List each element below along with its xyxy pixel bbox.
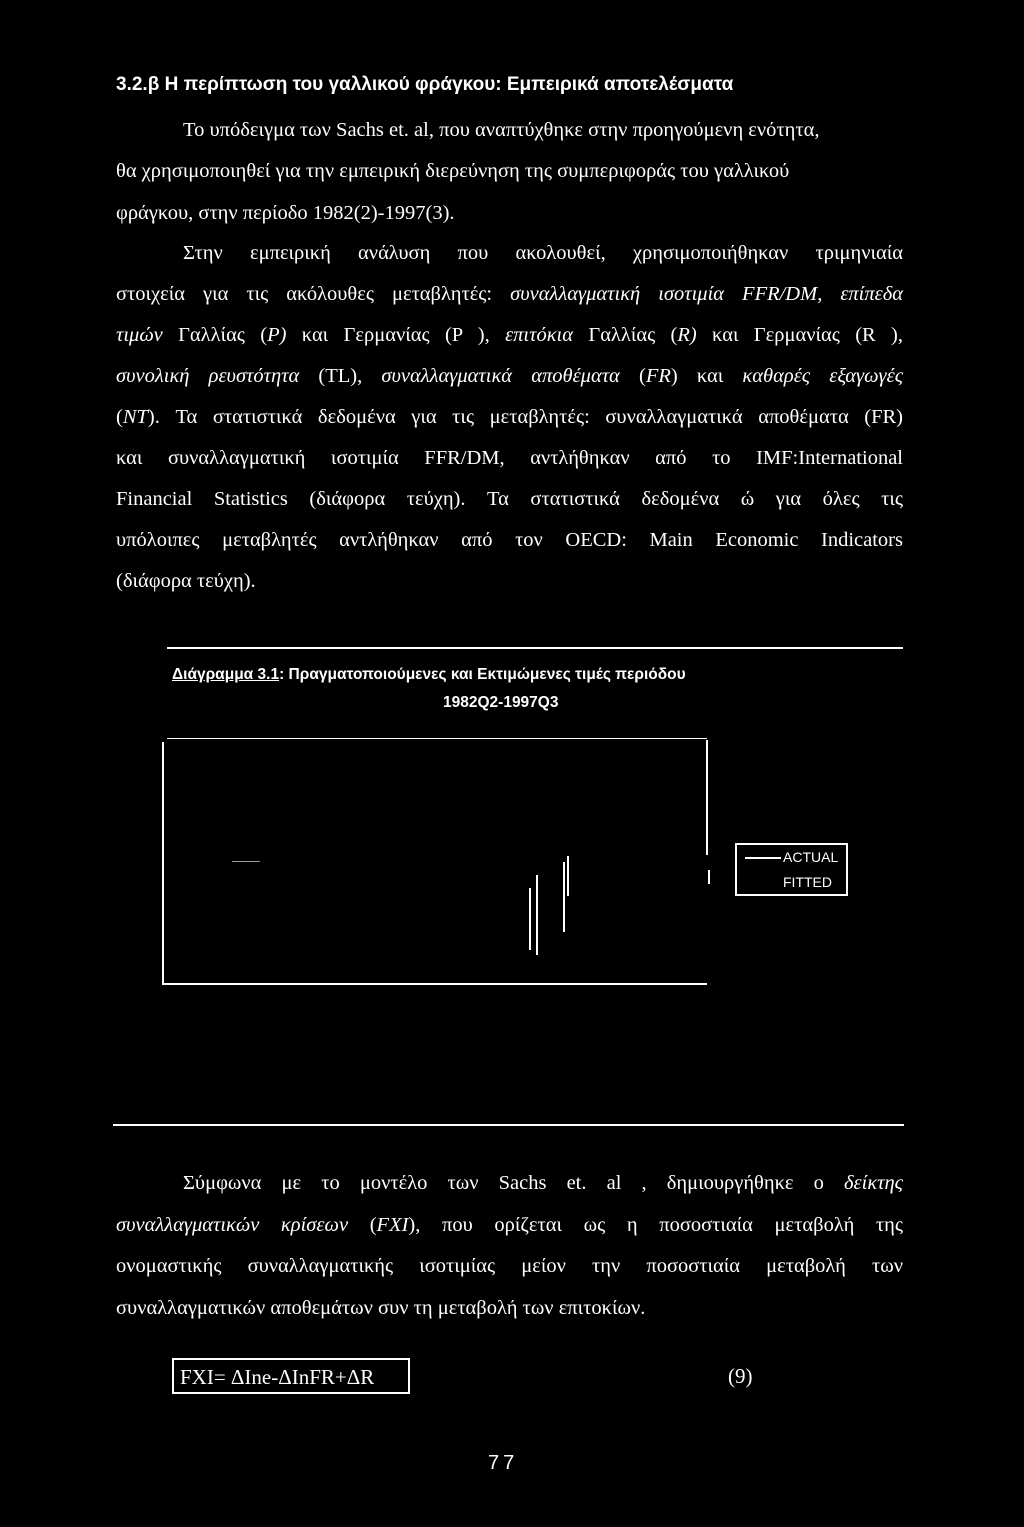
paragraph3-line1 (183, 1172, 903, 1195)
text-span: και Γερμανίας (P ), (286, 324, 506, 346)
text-span: ( (619, 365, 646, 387)
text-span: Γαλλίας ( (162, 324, 268, 346)
italic-span: συνολική ρευστότητα (116, 365, 300, 387)
chart-legend (735, 843, 848, 896)
paragraph3-line4: συναλλαγματικών αποθεμάτων συν τη μεταβολή των επιτοκίων. (116, 1297, 646, 1319)
text-span: στοιχεία για τις ακόλουθες μεταβλητές: (116, 283, 511, 305)
italic-span: τιμών (116, 324, 163, 346)
paragraph3-line3: ονομαστικής συναλλαγματικής ισοτιμίας μείον την ποσοστιαία μεταβολή των (116, 1255, 903, 1277)
italic-span: FR (645, 365, 671, 387)
paragraph2-line1: Στην εμπειρική ανάλυση που ακολουθεί, χρησιμοποιήθηκαν τριμηνιαία (183, 242, 903, 264)
text-span: ). Τα στατιστικά δεδομένα για τις μεταβλητές: συναλλαγματικά αποθέματα (FR) (147, 406, 903, 428)
chart-left-border (162, 742, 164, 985)
paragraph2-line7: Financial Statistics (διάφορα τεύχη). Τα στατιστικά δεδομένα ώ για όλες τις (116, 488, 903, 510)
chart-series-spike-2 (536, 875, 538, 955)
paragraph1-line2: θα χρησιμοποιηθεί για την εμπειρική διερεύνηση της συμπεριφοράς του γαλλικού (116, 160, 790, 182)
italic-span: συναλλαγματικών κρίσεων (116, 1214, 349, 1236)
paragraph2-line9: (διάφορα τεύχη). (116, 570, 256, 592)
chart-bottom-border (162, 983, 707, 985)
paragraph2-line2 (116, 283, 903, 306)
text-span: ) και (670, 365, 743, 387)
figure-bottom-rule (113, 1124, 904, 1126)
text-span: και Γερμανίας (R ), (696, 324, 904, 346)
section-heading: 3.2.β Η περίπτωση του γαλλικού φράγκου: Εμπειρικά αποτελέσματα (116, 74, 734, 95)
formula-box: FXI= ΔIne-ΔInFR+ΔR (172, 1358, 410, 1394)
paragraph2-line5 (116, 406, 903, 429)
text-span: Γαλλίας ( (573, 324, 678, 346)
legend-label-fitted: FITTED (783, 874, 832, 890)
paragraph2-line3 (116, 324, 903, 347)
figure-top-rule (167, 647, 903, 649)
text-span: (TL), (299, 365, 382, 387)
legend-swatch-actual (745, 857, 781, 859)
legend-label-actual: ACTUAL (783, 849, 839, 865)
paragraph2-line4 (116, 365, 903, 388)
page-number: 77 (488, 1452, 519, 1474)
italic-span: δείκτης (844, 1172, 903, 1194)
italic-span: P) (267, 324, 287, 346)
chart-top-border (167, 738, 707, 739)
paragraph1-line1: Το υπόδειγμα των Sachs et. al, που αναπτύχθηκε στην προηγούμενη ενότητα, (183, 119, 820, 141)
figure-caption (172, 666, 686, 684)
chart-right-border (706, 740, 708, 855)
paragraph2-line6: και συναλλαγματική ισοτιμία FFR/DM, αντλήθηκαν από το IMF:International (116, 447, 903, 469)
chart-faint-trace (232, 861, 260, 862)
italic-span: R) (677, 324, 697, 346)
text-span: ( (348, 1214, 377, 1236)
italic-span: επιτόκια (505, 324, 573, 346)
text-span: ), που ορίζεται ως η ποσοστιαία μεταβολή της (408, 1214, 904, 1236)
paragraph3-line2 (116, 1214, 903, 1237)
italic-span: NT (122, 406, 148, 428)
italic-span: συναλλαγματική ισοτιμία FFR/DM, επίπεδα (510, 283, 904, 305)
text-span: Σύμφωνα με το μοντέλο των Sachs et. al , δημιουργήθηκε ο (183, 1172, 845, 1194)
chart-series-spike-5 (708, 870, 710, 884)
paragraph2-line8: υπόλοιπες μεταβλητές αντλήθηκαν από τον OECD: Main Economic Indicators (116, 529, 903, 551)
chart-series-spike-3 (563, 862, 565, 932)
chart-series-spike-4 (567, 856, 569, 896)
text-span: ( (116, 406, 123, 428)
figure-caption-label: Διάγραμμα 3.1 (172, 666, 280, 683)
figure-caption-period: 1982Q2-1997Q3 (443, 694, 559, 711)
chart-series-spike-1 (529, 888, 531, 950)
italic-span: συναλλαγματικά αποθέματα (381, 365, 620, 387)
italic-span: καθαρές εξαγωγές (742, 365, 904, 387)
figure-caption-text: : Πραγματοποιούμενες και Εκτιμώμενες τιμές περιόδου (279, 666, 686, 683)
equation-number: (9) (728, 1364, 753, 1388)
paragraph1-line3: φράγκου, στην περίοδο 1982(2)-1997(3). (116, 202, 455, 224)
italic-span: FXI (376, 1214, 409, 1236)
